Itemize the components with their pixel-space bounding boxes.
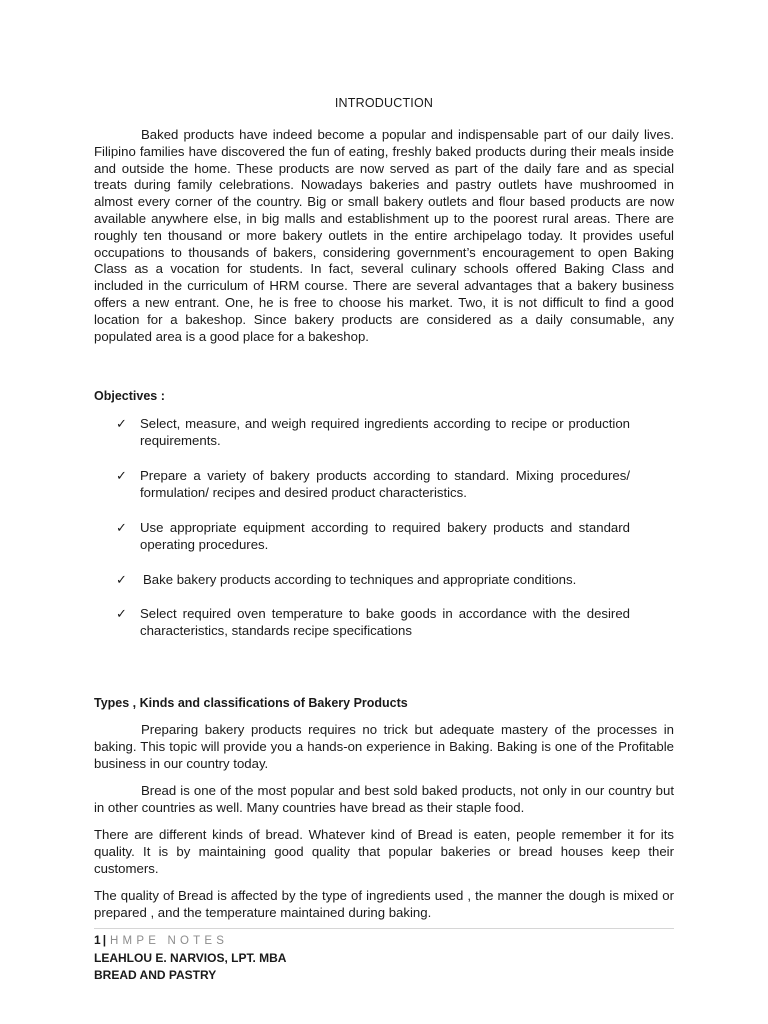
footer-notes-label: HMPE NOTES <box>110 935 229 947</box>
types-paragraph-1: Preparing bakery products requires no trick but adequate mastery of the processes in baking. This topic will provide you a hands-on experience in Baking. Baking is one of the Profitable business in our country today. <box>94 722 674 771</box>
objective-text: Use appropriate equipment according to required bakery products and standard operating procedures. <box>140 520 630 552</box>
footer-separator: | <box>102 933 107 947</box>
objective-text: Bake bakery products according to techniques and appropriate conditions. <box>143 572 577 587</box>
footer-subject: BREAD AND PASTRY <box>94 968 217 982</box>
intro-paragraph: Baked products have indeed become a popular and indispensable part of our daily lives. Filipino families have discovered the fun of eating, freshly baked products during their meals inside and outside the home. These products are now served as part of the daily fare and as special treats during family celebrations. Nowadays bakeries and pastry outlets have mushroomed in almost every corner of the country. Big or small bakery outlets and flour based products are now available anywhere else, in big malls and establishment up to the poorest rural areas. There are roughly ten thousand or more bakery outlets in the entire archipelago today. It provides useful occupations to thousands of bakers, considering government’s encouragement to open Baking Class as a vocation for students. In fact, several culinary schools offered Baking Class and included in the curriculum of HRM course. There are several advantages that a bakery business offers a new entrant. One, he is free to choose his market. Two, it is not difficult to find a good location for a bakeshop. Since bakery products are considered as a daily consumable, any populated area is a good place for a bakeshop. <box>94 127 674 344</box>
page-number: 1 <box>94 933 101 947</box>
footer-page-info <box>94 933 228 947</box>
objective-text: Select required oven temperature to bake goods in accordance with the desired characteristics, standards recipe specifications <box>140 606 630 638</box>
types-paragraph-3: There are different kinds of bread. Whatever kind of Bread is eaten, people remember it for its quality. It is by maintaining good quality that popular bakeries or bread houses keep their customers. <box>94 827 674 876</box>
checkmark-icon: ✓ <box>116 572 127 587</box>
checkmark-icon: ✓ <box>116 520 127 535</box>
footer-author: LEAHLOU E. NARVIOS, LPT. MBA <box>94 951 287 965</box>
checkmark-icon: ✓ <box>116 606 127 621</box>
page-title: INTRODUCTION <box>334 96 434 110</box>
objectives-heading: Objectives : <box>94 389 165 403</box>
checkmark-icon: ✓ <box>116 468 127 483</box>
objective-text: Select, measure, and weigh required ingredients according to recipe or production requirements. <box>140 416 630 448</box>
footer-divider <box>94 928 674 929</box>
types-heading: Types , Kinds and classifications of Bakery Products <box>94 696 408 710</box>
types-paragraph-4: The quality of Bread is affected by the type of ingredients used , the manner the dough is mixed or prepared , and the temperature maintained during baking. <box>94 888 674 920</box>
types-paragraph-2: Bread is one of the most popular and best sold baked products, not only in our country but in other countries as well. Many countries have bread as their staple food. <box>94 783 674 815</box>
checkmark-icon: ✓ <box>116 416 127 431</box>
objective-text: Prepare a variety of bakery products according to standard. Mixing procedures/ formulation/ recipes and desired product characteristics. <box>140 468 630 500</box>
